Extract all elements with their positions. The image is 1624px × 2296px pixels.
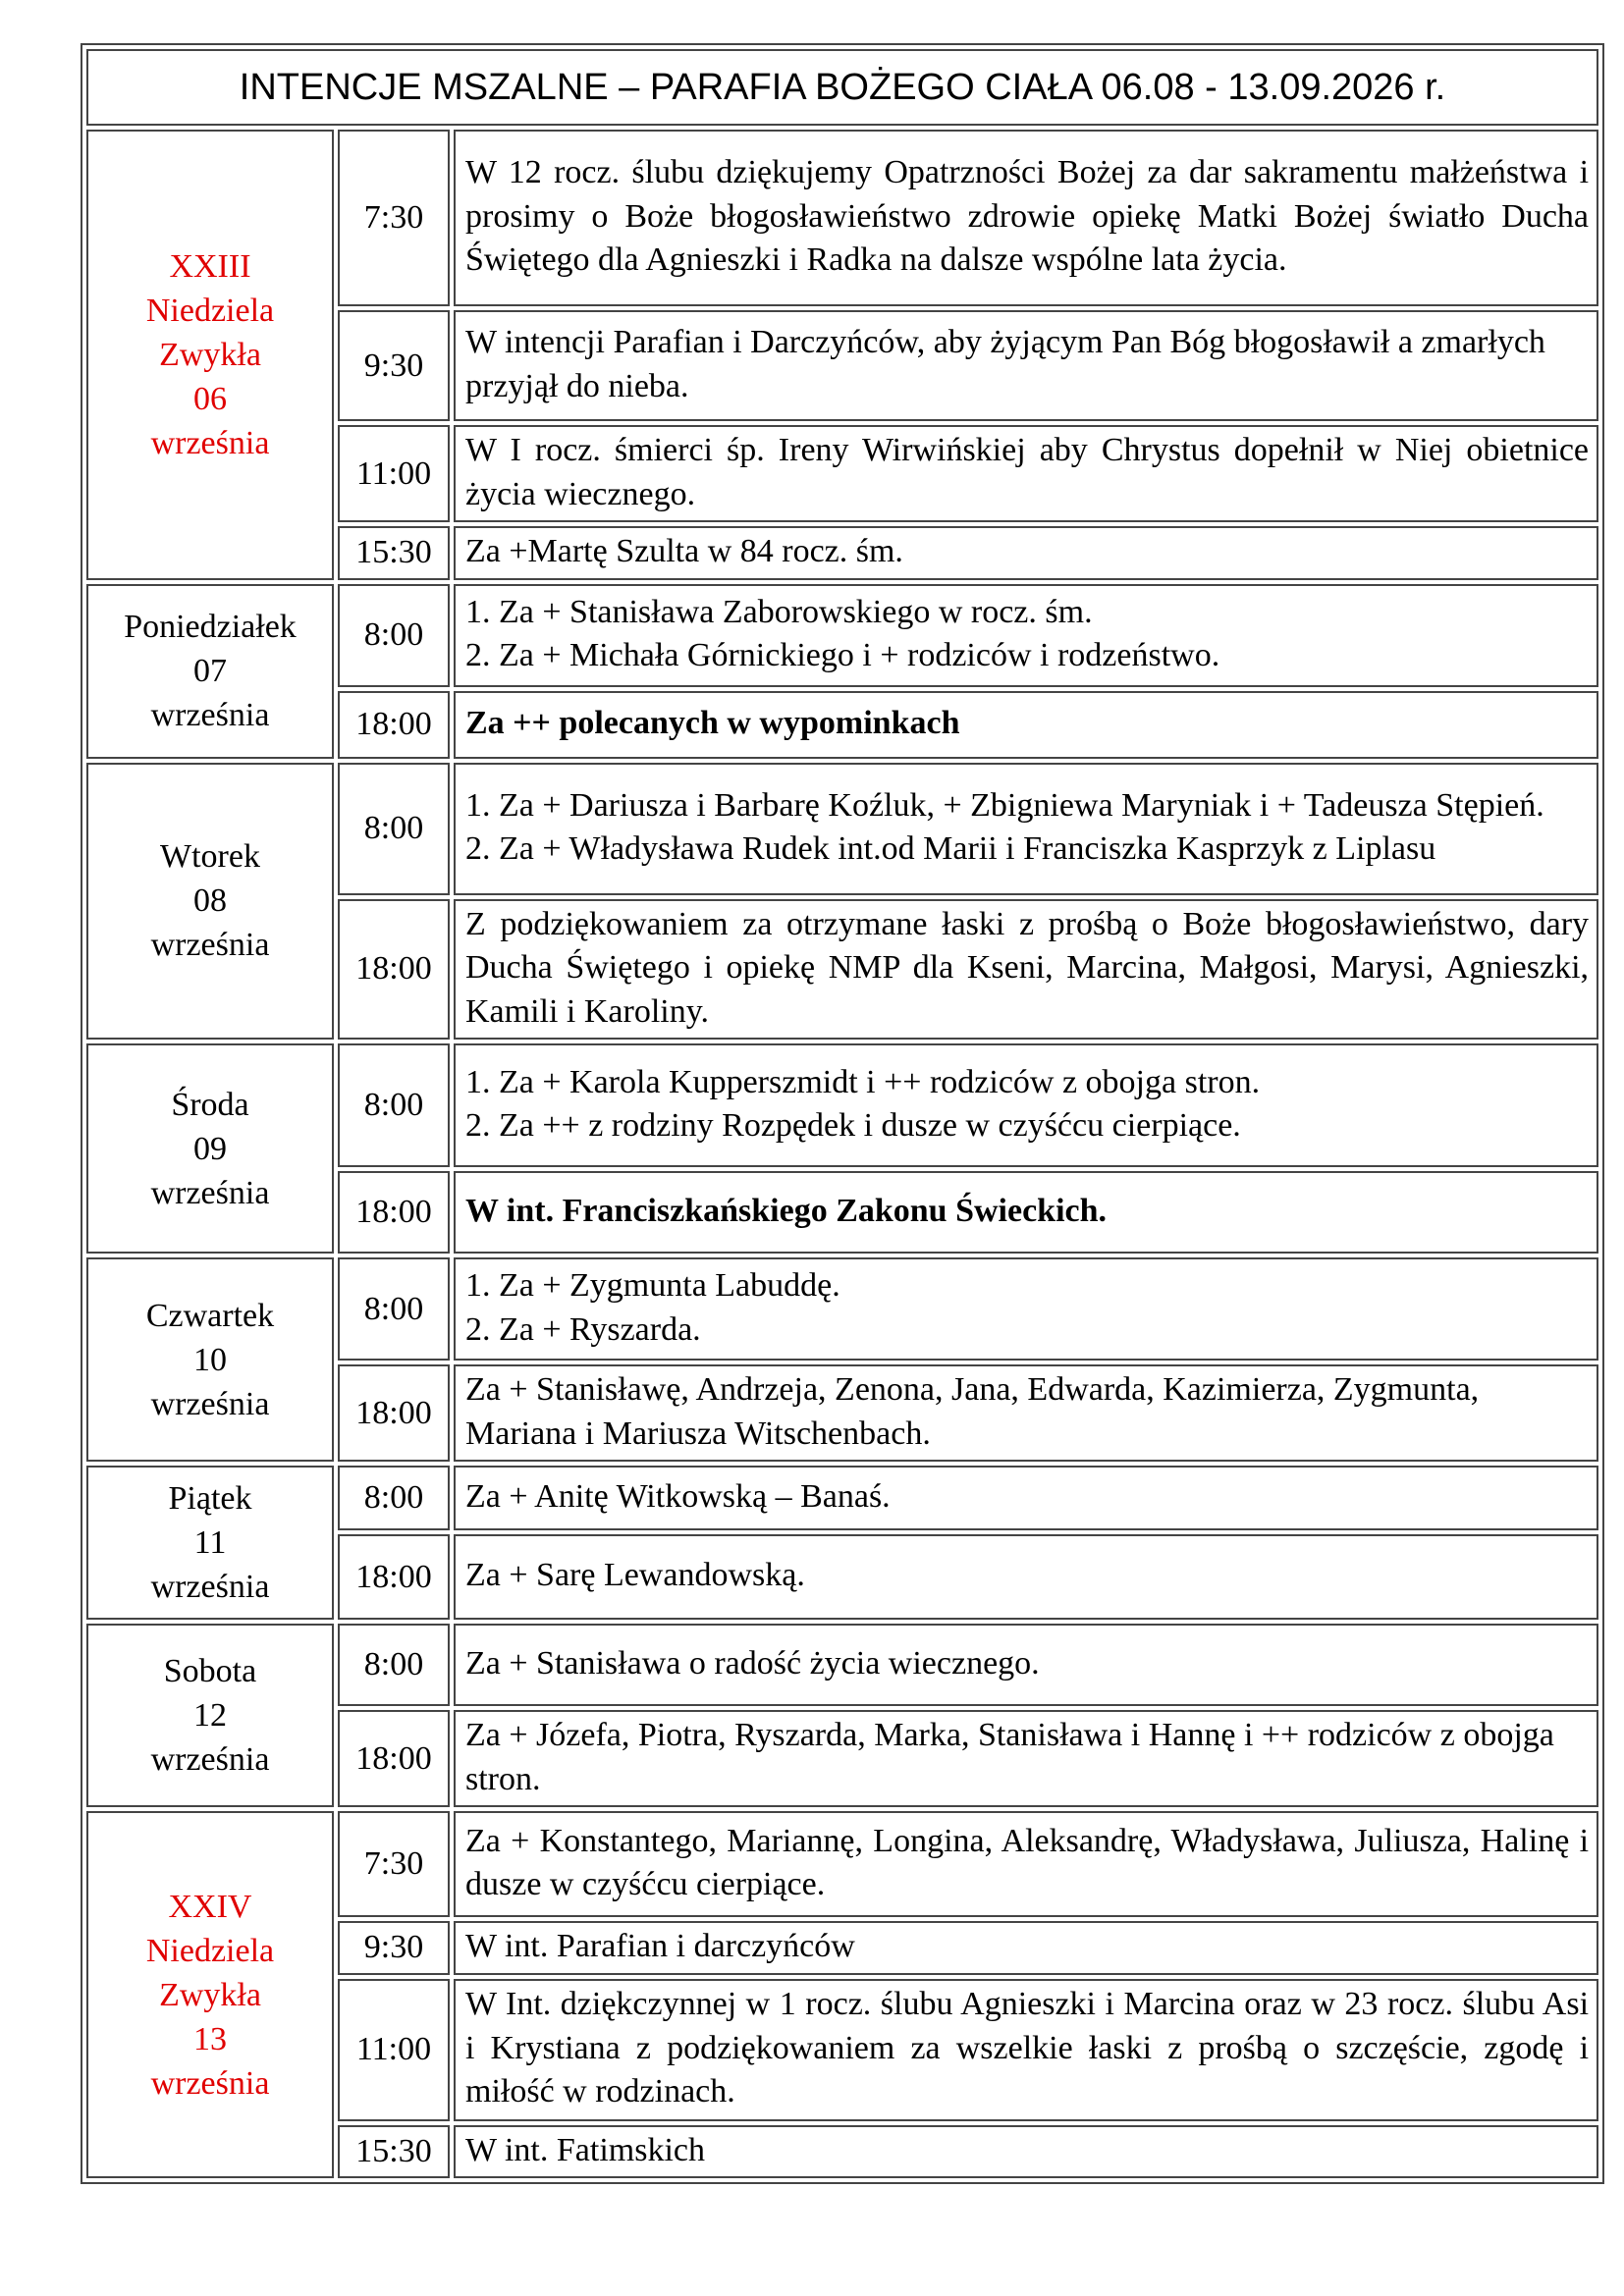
mass-intention xyxy=(454,899,1598,1041)
day-cell xyxy=(86,1043,334,1254)
mass-row xyxy=(86,130,1598,306)
mass-intention xyxy=(454,130,1598,306)
intention-line: W int. Parafian i darczyńców xyxy=(465,1928,855,1964)
day-label-line: września xyxy=(150,2064,270,2102)
mass-intention xyxy=(454,691,1598,759)
mass-intention xyxy=(454,310,1598,421)
mass-row xyxy=(86,1811,1598,1917)
mass-time: 8:00 xyxy=(338,1624,450,1706)
mass-row xyxy=(86,1466,1598,1530)
intention-line: 2. Za ++ z rodziny Rozpędek i dusze w czyśćcu cierpiące. xyxy=(465,1107,1241,1144)
day-label-line: 07 xyxy=(193,653,227,689)
day-cell xyxy=(86,130,334,580)
day-label-line: Sobota xyxy=(163,1653,257,1689)
day-label-line: września xyxy=(150,1741,270,1778)
intention-line: 1. Za + Zygmunta Labuddę. xyxy=(465,1267,840,1304)
mass-time: 18:00 xyxy=(338,1534,450,1620)
mass-time: 8:00 xyxy=(338,1043,450,1167)
mass-time: 8:00 xyxy=(338,763,450,895)
day-label-line: września xyxy=(150,697,270,733)
mass-time: 15:30 xyxy=(338,2125,450,2179)
intention-line: Za + Konstantego, Mariannę, Longina, Aleksandrę, Władysława, Juliusza, Halinę i dusze w czyśćcu cierpiące. xyxy=(465,1822,1590,1902)
day-label-line: 13 xyxy=(193,2020,227,2057)
mass-row xyxy=(86,1043,1598,1167)
mass-time: 8:00 xyxy=(338,584,450,687)
mass-row xyxy=(86,584,1598,687)
intention-line: 2. Za + Michała Górnickiego i + rodziców i rodzeństwo. xyxy=(465,637,1220,673)
intention-line: Za + Stanisława o radość życia wiecznego. xyxy=(465,1644,1040,1682)
day-label-line: 10 xyxy=(193,1341,227,1378)
day-label-line: Niedziela xyxy=(145,292,275,329)
day-cell xyxy=(86,763,334,1041)
mass-time: 15:30 xyxy=(338,526,450,580)
day-label-line: XXIII xyxy=(169,247,251,285)
mass-row xyxy=(86,1624,1598,1706)
mass-time: 7:30 xyxy=(338,1811,450,1917)
mass-intention xyxy=(454,1171,1598,1254)
day-cell xyxy=(86,1811,334,2178)
mass-intention xyxy=(454,2125,1598,2179)
day-label-line: Zwykła xyxy=(159,1976,261,2013)
mass-time: 7:30 xyxy=(338,130,450,306)
mass-intention xyxy=(454,1710,1598,1807)
mass-time: 18:00 xyxy=(338,1171,450,1254)
day-cell xyxy=(86,1466,334,1620)
day-label-line: września xyxy=(150,1569,270,1605)
intention-line: W Int. dziękczynnej w 1 rocz. ślubu Agnieszki i Marcina oraz w 23 rocz. ślubu Asi i Krystiana z podziękowaniem za wszelkie łaski z prośbą o szczęście, zgodę i miłość w rodzinach. xyxy=(465,1986,1590,2110)
mass-time: 18:00 xyxy=(338,1710,450,1807)
day-label-line: XXIV xyxy=(168,1888,252,1925)
mass-intention xyxy=(454,425,1598,522)
intention-line: 1. Za + Stanisława Zaborowskiego w rocz. śm. xyxy=(465,593,1093,630)
intention-line: W 12 rocz. ślubu dziękujemy Opatrzności Bożej za dar sakramentu małżeństwa i prosimy o Boże błogosławieństwo zdrowie opiekę Matki Bożej światło Ducha Świętego dla Agnieszki i Radka na dalsze wspólne lata życia. xyxy=(465,154,1590,279)
intention-line: 2. Za + Władysława Rudek int.od Marii i Franciszka Kasprzyk z Liplasu xyxy=(465,830,1436,867)
mass-intention xyxy=(454,1979,1598,2121)
mass-time: 18:00 xyxy=(338,691,450,759)
mass-time: 18:00 xyxy=(338,899,450,1041)
table-body xyxy=(86,49,1598,2178)
day-label-line: Zwykła xyxy=(159,336,261,373)
mass-intention xyxy=(454,1364,1598,1462)
page-title: INTENCJE MSZALNE – PARAFIA BOŻEGO CIAŁA 06.08 - 13.09.2026 r. xyxy=(86,49,1598,126)
mass-time: 9:30 xyxy=(338,310,450,421)
intention-line: W intencji Parafian i Darczyńców, aby żyjącym Pan Bóg błogosławił a zmarłych przyjął do nieba. xyxy=(465,324,1545,404)
mass-intention xyxy=(454,1257,1598,1361)
day-label-line: 08 xyxy=(193,882,227,920)
mass-time: 11:00 xyxy=(338,1979,450,2121)
intention-line: Z podziękowaniem za otrzymane łaski z prośbą o Boże błogosławieństwo, dary Ducha Świętego i opiekę NMP dla Kseni, Marcina, Małgosi, Marysi, Agnieszki, Kamili i Karoliny. xyxy=(465,905,1590,1030)
day-label-line: Niedziela xyxy=(145,1932,275,1969)
intention-line: Za +Martę Szulta w 84 rocz. śm. xyxy=(465,533,903,569)
mass-intention xyxy=(454,584,1598,687)
intention-line: 2. Za + Ryszarda. xyxy=(465,1310,701,1348)
intention-line: 1. Za + Karola Kupperszmidt i ++ rodziców z obojga stron. xyxy=(465,1063,1261,1100)
intention-line: Za + Józefa, Piotra, Ryszarda, Marka, Stanisława i Hannę i ++ rodziców z obojga stron. xyxy=(465,1717,1554,1797)
day-label-line: 12 xyxy=(193,1697,227,1734)
day-cell xyxy=(86,584,334,759)
day-label-line: Poniedziałek xyxy=(124,609,297,645)
mass-time: 18:00 xyxy=(338,1364,450,1462)
day-cell xyxy=(86,1624,334,1807)
day-label-line: września xyxy=(150,1174,270,1211)
intention-line: W I rocz. śmierci śp. Ireny Wirwińskiej aby Chrystus dopełnił w Niej obietnice życia wiecznego. xyxy=(465,432,1590,512)
day-label-line: września xyxy=(150,424,270,461)
intention-line: 1. Za + Dariusza i Barbarę Koźluk, + Zbigniewa Maryniak i + Tadeusza Stępień. xyxy=(465,786,1544,824)
day-label-line: Czwartek xyxy=(145,1297,275,1334)
mass-intention xyxy=(454,763,1598,895)
intention-line: Za + Sarę Lewandowską. xyxy=(465,1557,805,1594)
mass-intention xyxy=(454,1534,1598,1620)
day-cell xyxy=(86,1257,334,1462)
mass-time: 8:00 xyxy=(338,1466,450,1530)
mass-intention xyxy=(454,1043,1598,1167)
mass-row xyxy=(86,763,1598,895)
intention-line: W int. Fatimskich xyxy=(465,2131,705,2168)
day-label-line: Wtorek xyxy=(160,838,260,876)
mass-time: 11:00 xyxy=(338,425,450,522)
day-label-line: Środa xyxy=(171,1086,249,1123)
day-label-line: 09 xyxy=(193,1130,227,1167)
day-label-line: Piątek xyxy=(168,1480,252,1517)
mass-intentions-table xyxy=(81,43,1604,2184)
intention-line: Za ++ polecanych w wypominkach xyxy=(465,704,960,741)
title-row xyxy=(86,49,1598,126)
day-label-line: 11 xyxy=(193,1524,227,1561)
intention-line: Za + Anitę Witkowską – Banaś. xyxy=(465,1477,891,1515)
mass-intention xyxy=(454,1624,1598,1706)
mass-intention xyxy=(454,1466,1598,1530)
intention-line: Za + Stanisławę, Andrzeja, Zenona, Jana, Edwarda, Kazimierza, Zygmunta, Mariana i Mariusza Witschenbach. xyxy=(465,1371,1480,1452)
intention-line: W int. Franciszkańskiego Zakonu Świeckich. xyxy=(465,1192,1108,1229)
mass-row xyxy=(86,1257,1598,1361)
day-label-line: 06 xyxy=(193,380,227,417)
day-label-line: września xyxy=(150,927,270,964)
mass-time: 9:30 xyxy=(338,1921,450,1975)
schedule-document xyxy=(81,43,1600,2184)
mass-intention xyxy=(454,1921,1598,1975)
day-label-line: września xyxy=(150,1385,270,1422)
mass-intention xyxy=(454,526,1598,580)
mass-time: 8:00 xyxy=(338,1257,450,1361)
mass-intention xyxy=(454,1811,1598,1917)
